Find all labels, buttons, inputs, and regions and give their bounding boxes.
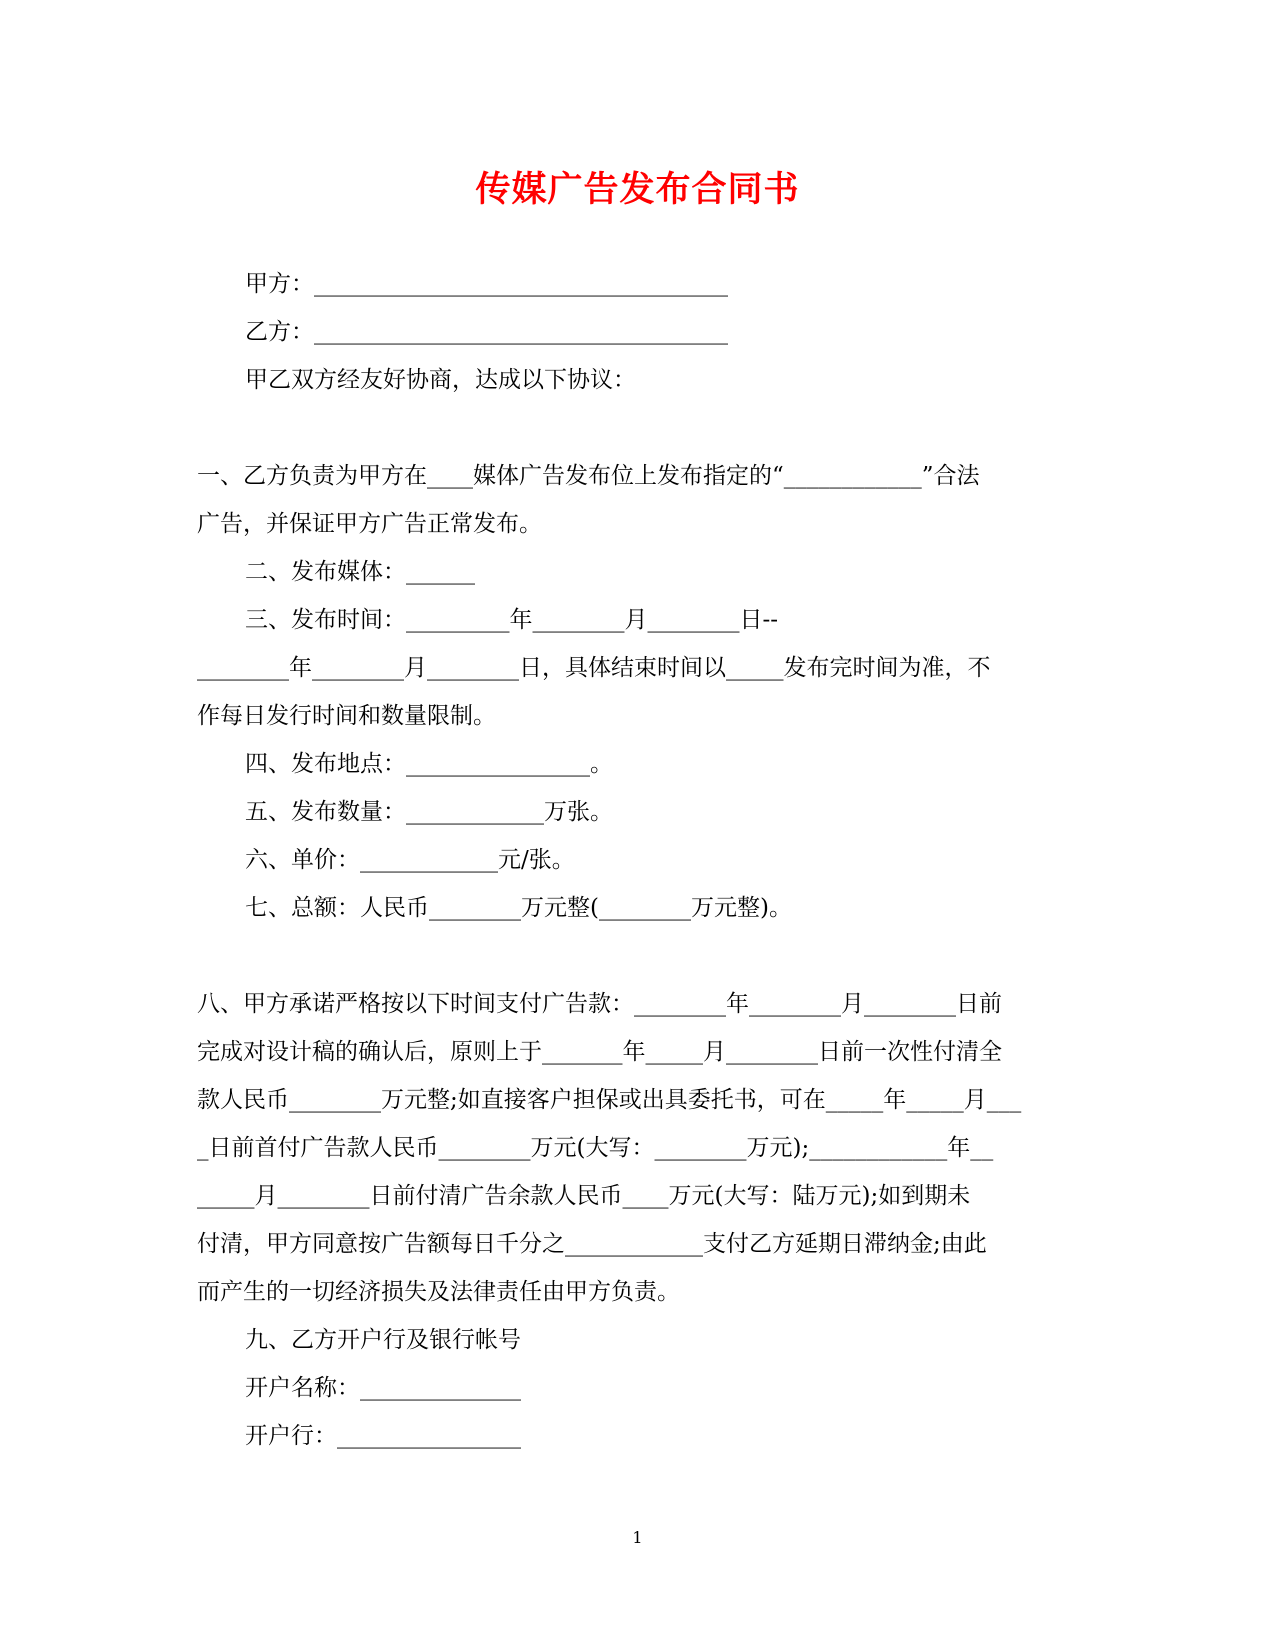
clause-8-line-6: 付清，甲方同意按广告额每日千分之____________支付乙方延期日滞纳金;由此 (197, 1231, 987, 1257)
party-b-line: 乙方：____________________________________ (245, 319, 728, 345)
clause-8-line-2: 完成对设计稿的确认后，原则上于_______年_____月________日前一次性付清全 (197, 1039, 1002, 1065)
clause-6: 六、单价：____________元/张。 (245, 847, 575, 873)
clause-8-line-1: 八、甲方承诺严格按以下时间支付广告款：________年________月________日前 (197, 991, 1002, 1017)
clause-7: 七、总额：人民币________万元整(________万元整)。 (245, 895, 792, 921)
clause-4: 四、发布地点：________________。 (245, 751, 613, 777)
clause-3-line-3: 作每日发行时间和数量限制。 (197, 703, 496, 729)
clause-8-line-3: 款人民币________万元整;如直接客户担保或出具委托书，可在_____年_____月___ (197, 1087, 1022, 1113)
clause-8-line-7: 而产生的一切经济损失及法律责任由甲方负责。 (197, 1279, 680, 1305)
clause-9: 九、乙方开户行及银行帐号 (245, 1327, 521, 1353)
document-body (197, 260, 1077, 1460)
document-title: 传媒广告发布合同书 (475, 169, 800, 210)
paragraph-gap (197, 932, 1077, 980)
bank-line: 开户行：________________ (245, 1423, 521, 1449)
party-a-line: 甲方：____________________________________ (245, 271, 728, 297)
clause-8-line-5: _____月________日前付清广告余款人民币____万元(大写：陆万元);如到期未 (197, 1183, 971, 1209)
clause-3-line-2: ________年________月________日，具体结束时间以_____发布完时间为准，不 (197, 655, 991, 681)
clause-8-line-4: _日前首付广告款人民币________万元(大写：________万元);____________年__ (197, 1135, 994, 1161)
clause-1-line-1: 一、乙方负责为甲方在____媒体广告发布位上发布指定的“____________”合法 (197, 463, 980, 489)
agreement-intro: 甲乙双方经友好协商，达成以下协议： (245, 367, 636, 393)
clause-1-line-2: 广告，并保证甲方广告正常发布。 (197, 511, 542, 537)
page-number: 1 (632, 1528, 643, 1547)
clause-5: 五、发布数量：____________万张。 (245, 799, 613, 825)
account-name-line: 开户名称：______________ (245, 1375, 521, 1401)
paragraph-gap (197, 404, 1077, 452)
clause-2: 二、发布媒体：______ (245, 559, 475, 585)
clause-3-line-1: 三、发布时间：_________年________月________日-- (245, 607, 779, 633)
